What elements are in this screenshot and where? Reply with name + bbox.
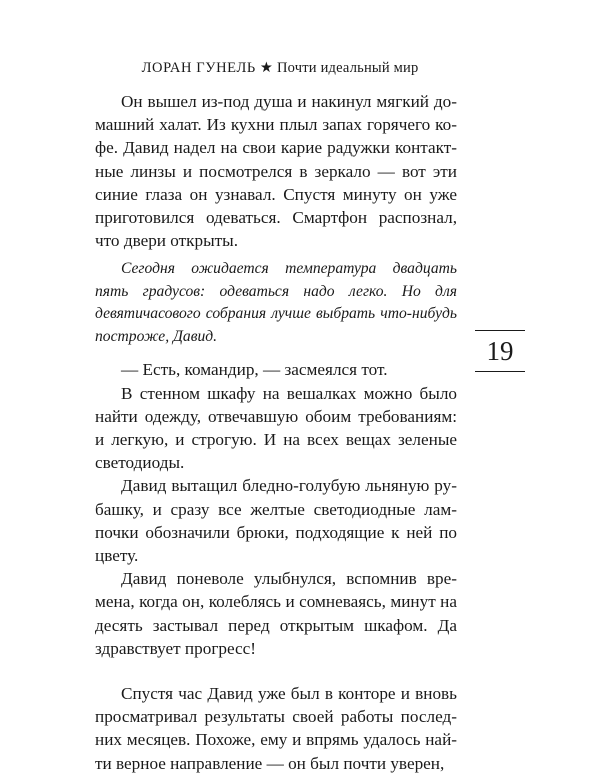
paragraph: Давид поневоле улыбнулся, вспомнив времена, когда он, колеблясь и сомневаясь, минут на десять застывал перед открытым шкафом. Да здравствует прогресс!	[95, 569, 457, 658]
paragraph: В стенном шкафу на вешалках можно было найти одежду, отвечавшую обоим требованиям: и легкую, и строгую. И на всех вещах зеленые светодиоды.	[95, 383, 457, 473]
page-body	[95, 90, 457, 775]
page-number: 19	[486, 336, 514, 366]
header-book-title: Почти идеальный мир	[277, 60, 419, 76]
paragraph: Давид вытащил бледно-голубую льняную рубашку, и сразу все желтые светодиодные лампочки обозначили брюки, подходящие к ней по цвету.	[95, 476, 457, 566]
star-icon: ★	[259, 60, 274, 76]
smartphone-message: Сегодня ожидается температура двадцать пять градусов: одеваться надо легко. Но для девятичасового собрания лучше выбрать что-нибудь построже, Давид.	[95, 260, 457, 345]
dialogue-line: — Есть, командир, — засмеялся тот.	[121, 360, 388, 380]
paragraph: Он вышел из-под душа и накинул мягкий домашний халат. Из кухни плыл запах горячего кофе. Давид надел на свои карие радужки контактные линзы и посмотрелся в зеркало — вот эти синие глаза он узнавал. Спустя минуту он уже приготовился одеваться. Смартфон распознал, что двери открыты.	[95, 92, 457, 251]
running-header	[95, 60, 465, 77]
paragraph: Спустя час Давид уже был в конторе и вновь просматривал результаты своей работы последних месяцев. Похоже, ему и впрямь удалось найти верное направление — он был почти уверен,	[95, 684, 457, 773]
page-number-bottom-rule	[475, 371, 525, 372]
header-author: ЛОРАН ГУНЕЛЬ	[141, 60, 256, 76]
page-number-block	[475, 330, 525, 372]
